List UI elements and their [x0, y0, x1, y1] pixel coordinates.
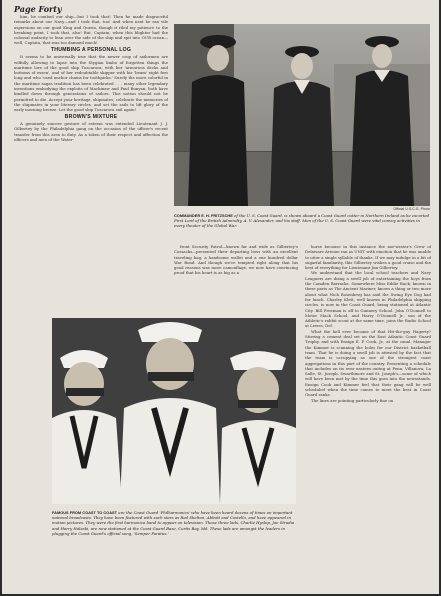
right-paragraph: What the hell ever became of that Hit-the-guy Hagerty? Stirring a cement deal set on the East Atlantic Coast Guard Trophy, and with Ensign E. P. Cook, Jr., at the canal. Manager the Kimmer is scanning the holes for our District basketball team. That he is doing a swell job is attested by the fact that the team is occupying as one of the strongest coast aggregations in this part of the country. Presenting a schedule that includes on its ever eastern outing at Penn, Villanova, La Salle, St. Joseph, Swarthmore and St. Joseph's—some of which will have been met by the time this goes into the newsstands. Ensign Cook and Kimmer feel that their gang will be well scheduled when the time comes to meet the best in Coast Guard ranks.: [305, 328, 431, 398]
magazine-page: [2, 0, 439, 594]
right-paragraph: The lines are pointing particularly fine on: [311, 397, 394, 403]
bottom-photo-harmonica-players: [52, 318, 296, 504]
harmonica-photo-illustration: [52, 318, 296, 504]
middle-paragraph: front Security Patrol—known far and wide as Gilbertey's Cossacks—presented their departing boss with an excellent traveling bag, a handsome wallet and a one hundred dollar War Bond. And though we're tempted right along that his good reasons was more camouflage, we now have convincing proof that his heart is as big as a: [174, 244, 298, 276]
right-paragraph: horse because in this instance the nor'wester's Crew of Delaware Avenue ran as UNIT with emotion that he was unable to utter a single syllable of thanks. If we may indulge in a bit of sugarful familiarity, this Gilbertey wishes a good cruise and the best of everything for Lieutenant Jim Gilbertey.: [305, 244, 431, 271]
left-column: [14, 14, 168, 316]
top-photo-credit: Official U.S.C.G. Photo: [393, 207, 430, 211]
top-photo-caption: [174, 213, 430, 241]
officers-photo-illustration: [174, 24, 430, 206]
section-heading-personal-log: THUMBING A PERSONAL LOG: [50, 46, 132, 53]
bottom-caption-text: are the Coast Guard 'Philharmonics' who have been heard dozens of times on important national broadcasts. They have been featured with such stars as Red Skelton, Abbott and Costello, and have appeared in motion pictures. They were the first harmonica band to appear on television. Those three lads, Charlie Hyslop, Joe Stradia and Harry Halaski, are now stationed at the Coast Guard Base, Curtis Bay, Md. These lads are amongst the leaders in plugging the Coast Guard's official song, 'Semper Paratus.': [52, 510, 295, 536]
right-paragraph: We understand that the local school teachers and Navy Leaguers are doing a swell job of entertaining the boys from the Camden Barracks. Somewhere Miss Eddie Ruck, known in these parts as The Ancient Mariner, knows a thing or two more about what Nick Rosenberg has said the Swing Eye Dog had for lunch. Charley Klett, well known in Philadelphia shipping circles, is now in the Coast Guard, being stationed at Atlantic City. Bill Freeman is off to Gunnery School. John O'Donnell to Motor Mack School, and Harry O'Donnell Jr., son of the Athletic's rabbit scout at the same time, joins the Radio School at Lewes, Del.: [305, 270, 431, 329]
section-heading-browns-mixture: BROWN'S MIXTURE: [64, 113, 118, 120]
right-column: [305, 244, 431, 588]
left-paragraph: A genuinely sincere gesture of esteem was extended Lieutenant J. J. Gilbertey by the Philadelphia gang on the occasion of the officer's recent transfer from this area to duty. As a token of their respect and affection the officers and men of the Water-: [14, 121, 168, 142]
top-caption-lead: COMMANDER E. H. FRITZSCHE: [174, 213, 233, 218]
top-caption-text: of the U. S. Coast Guard, is shown aboard a Coast Guard cutter in Northern Ireland as he escorted First Lord of the British Admiralty, A. V. Alexander, and his staff. Men of the U. S. Coast Guard were vital convoy activities in every theater of the Global War.: [174, 213, 430, 229]
left-paragraph: It seems to be universally true that the newer crop of sailormen are wilfully allowing to lapse into the Stygian limbo of forgotten things the maritime lore of the good ship Tuscarora, with her 'armorous decks and bottoms of essen', and of her redoubtable skipper with his 'beam' eight feet long and who 'used anchor chains for toothpicks.' Surely the more colorful in the maritime sagas tradition has been celebrated . . . many other legendary inventions embodying the exploits of Mackinaw and Paul Bunyan, both have kindled down through generations of sailors. This notion should not be permitted to die. Accept your heritage, shipmates; celebrate the memories of the shipmates in your literary circles, and set the sails to lift glory of the early morning breeze. Let the good ship Tuscarora sail again!: [14, 54, 168, 113]
middle-column: [174, 244, 298, 316]
left-paragraph: him, he combed our ship—but I took that! Then he made disgraceful remarks about our Navy—and I took that, too! And when next he ran vile aspersions on our good King and Queen, though it riled my patience to the breaking point, I took that, also! But, Captain, when this blighter had the colossal audacity to lean over the side of the ship and spit into OUR ocean— well, Captain, that was too damned much!: [14, 14, 168, 46]
top-photo-officers: [174, 24, 430, 206]
bottom-photo-caption: [52, 510, 296, 590]
bottom-caption-lead: FAMOUS FROM COAST TO COAST: [52, 510, 117, 515]
page-number: Page Forty: [14, 4, 62, 14]
